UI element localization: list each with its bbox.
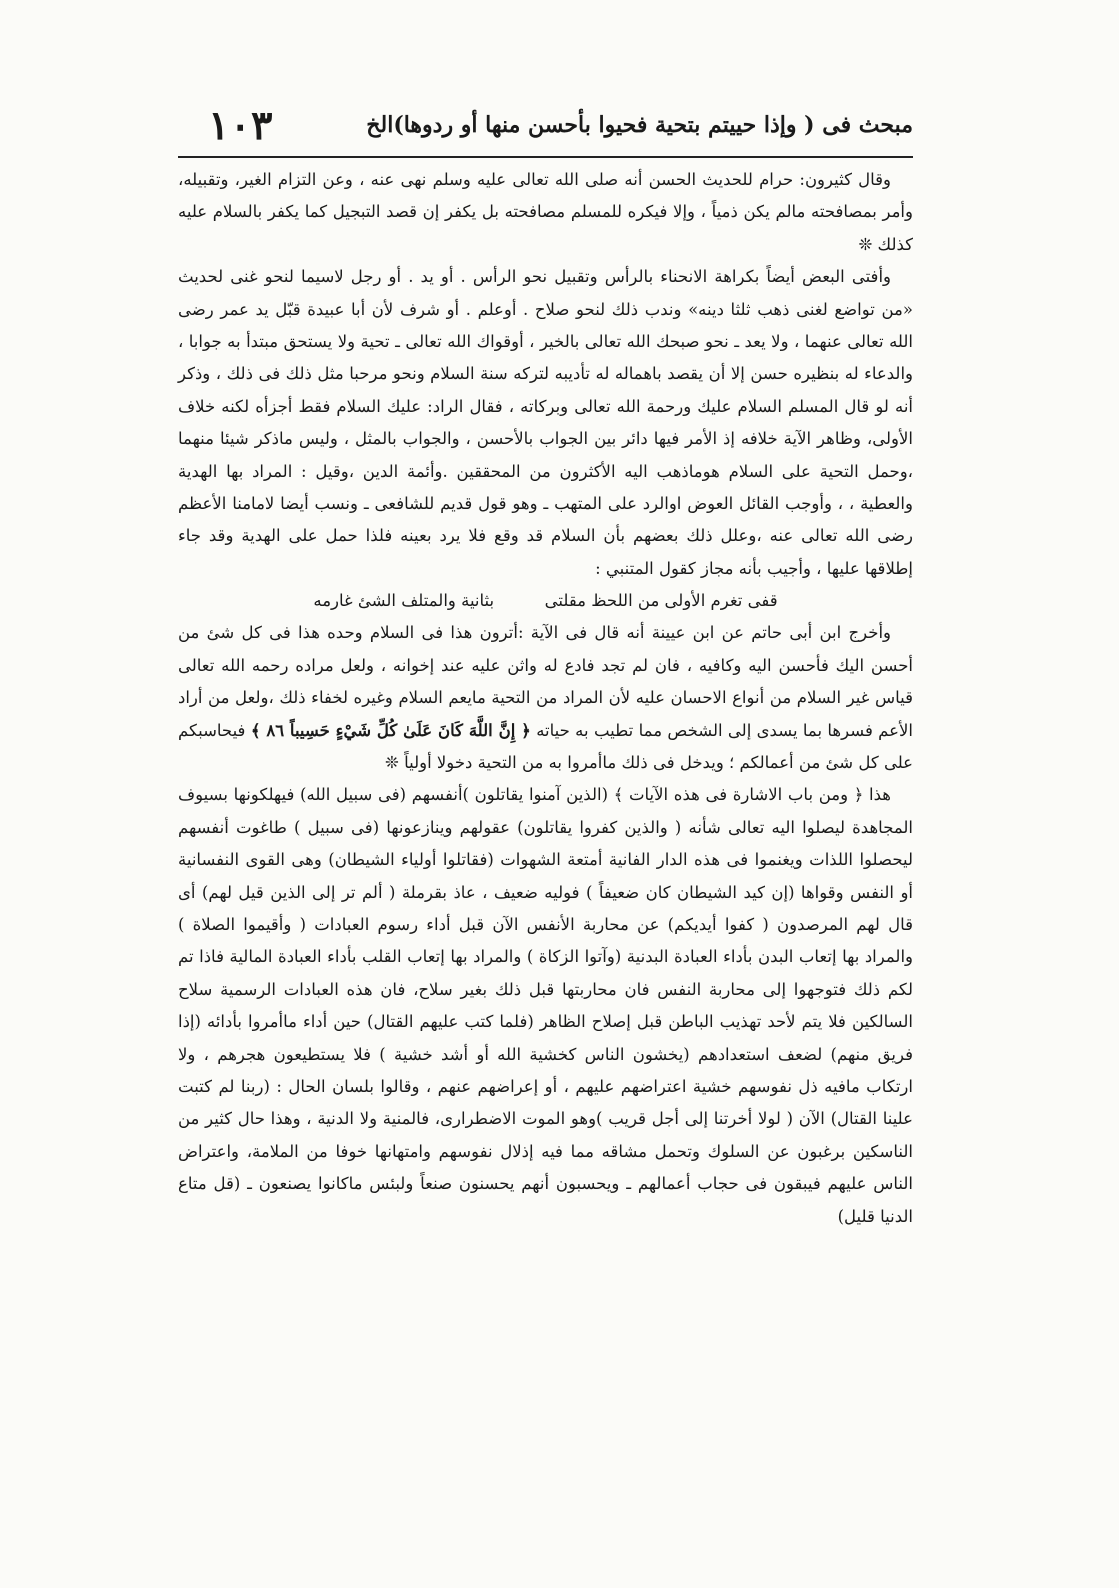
paragraph-text: فيحاسبكم على كل شئ من أعمالكم ؛ ويدخل فى ذلك ماأمروا به من التحية دخولا أولياً ❊ [178,720,913,772]
page-header [178,100,913,158]
verse-hemistich-first: قفى تغرم الأولى من اللحظ مقلتى [544,591,778,611]
verse-hemistich-second: بثانية والمتلف الشئ غارمه [313,591,495,611]
quranic-verse: ﴿ إِنَّ اللَّهَ كَانَ عَلَىٰ كُلِّ شَيْءٍ حَسِيباً ٨٦ ﴾ [250,720,531,740]
paragraph-text: وأخرج ابن أبى حاتم عن ابن عيينة أنه قال فى الآية :أترون هذا فى السلام وحده هذا فى كل شئ من أحسن اليك فأحسن اليه وكافيه ، فان لم تجد فادع له واثن عليه عند إخوانه ، ولعل مراده رحمه الله تعالى قياس غير السلام من أنواع الاحسان عليه لأن المراد من التحية مايعم السلام وغيره لخفاء ذلك ،ولعل من أراد الأعم فسرها بما يسدى إلى الشخص مما تطيب به حياته [178,623,914,740]
paragraph: وقال كثيرون: حرام للحديث الحسن أنه صلى الله تعالى عليه وسلم نهى عنه ، وعن التزام الغير، وتقبيله، وأمر بمصافحته مالم يكن ذمياً ، وإلا فيكره للمسلم مصافحته بل يكفر إن قصد التبجيل كما يكفر بالسلام عليه كذلك ❊ [178,170,913,254]
page [178,100,913,1233]
poetry-verse [178,585,913,617]
paragraph: هذا ﴿ ومن باب الاشارة فى هذه الآيات ﴾ (الذين آمنوا يقاتلون )أنفسهم (فى سبيل الله) فيهلكونها بسيوف المجاهدة ليصلوا اليه تعالى شأنه ( والذين كفروا يقاتلون) عقولهم وينازعونها (فى سبيل ) طاغوت أنفسهم ليحصلوا اللذات ويغنموا فى هذه الدار الفانية أمتعة الشهوات (فقاتلوا أولياء الشيطان) وهى القوى النفسانية أو النفس وقواها (إن كيد الشيطان كان ضعيفاً ) فوليه ضعيف ، عاذ بقرملة ( ألم تر إلى الذين قيل لهم) أى قال لهم المرصدون ( كفوا أيديكم) عن محاربة الأنفس الآن قبل أداء رسوم العبادات ( وأقيموا الصلاة ) والمراد بها إتعاب البدن بأداء العبادة البدنية (وآتوا الزكاة ) والمراد بها إتعاب القلب بأداء العبادة المالية فاذا تم لكم ذلك فتوجهوا إلى محاربة النفس فان محاربتها قبل ذلك بغير سلاح، فان هذه العبادات الرسمية سلاح السالكين فلا يتم لأحد تهذيب الباطن قبل إصلاح الظاهر (فلما كتب عليهم القتال) حين أداء ماأمروا بأدائه (إذا فريق منهم) لضعف استعدادهم (يخشون الناس كخشية الله أو أشد خشية ) فلا يستطيعون هجرهم ، ولا ارتكاب مافيه ذل نفوسهم خشية اعتراضهم عليهم ، أو إعراضهم عنهم ، وقالوا بلسان الحال : (ربنا لم كتبت علينا القتال) الآن ( لولا أخرتنا إلى أجل قريب )وهو الموت الاضطرارى، فالمنية ولا الدنية ، وهذا حال كثير من الناسكين برغبون عن السلوك وتحمل مشاقه مما فيه إذلال نفوسهم وامتهانها خوفا من الملامة، واعتراض الناس عليهم فيبقون فى حجاب أعمالهم ـ ويحسبون أنهم يحسنون صنعاً ولبئس ماكانوا يصنعون ـ (قل متاع الدنيا قليل) [178,785,913,1226]
running-title: مبحث فى ( وإذا حييتم بتحية فحيوا بأحسن منها أو ردوها)الخ [366,112,913,138]
page-number: ١٠٣ [208,102,273,149]
paragraph: وأفتى البعض أيضاً بكراهة الانحناء بالرأس وتقبيل نحو الرأس . أو يد . أو رجل لاسيما لنحو غنى لحديث «من تواضع لغنى ذهب ثلثا دينه» وندب ذلك لنحو صلاح . أوعلم . أو شرف لأن أبا عبيدة قبّل يد عمر رضى الله تعالى عنهما ، ولا يعد ـ نحو صبحك الله تعالى بالخير ، أوقواك الله تعالى ـ تحية ولا يستحق مبتدأ به جوابا ، والدعاء له بنظيره حسن إلا أن يقصد باهماله له تأديبه لتركه سنة السلام ونحو مرحبا مثل ذلك فى ذلك ، وذكر أنه لو قال المسلم السلام عليك ورحمة الله تعالى وبركاته ، فقال الراد: عليك السلام فقط أجزأه لكنه خلاف الأولى، وظاهر الآية خلافه إذ الأمر فيها دائر بين الجواب بالأحسن ، والجواب بالمثل ، وليس ماذكر شيئا منهما ،وحمل التحية على السلام هوماذهب اليه الأكثرون من المحققين .وأئمة الدين ،وقيل : المراد بها الهدية والعطية ، ، وأوجب القائل العوض اوالرد على المتهب ـ وهو قول قديم للشافعى ـ ونسب أيضا لامامنا الأعظم رضى الله تعالى عنه ،وعلل ذلك بعضهم بأن السلام قد وقع فلا يرد بعينه فلذا حمل على الهدية وقد جاء إطلاقها عليها ، وأجيب بأنه مجاز كقول المتنبي : [178,267,913,578]
body-text [178,164,913,1233]
paragraph [178,617,913,779]
